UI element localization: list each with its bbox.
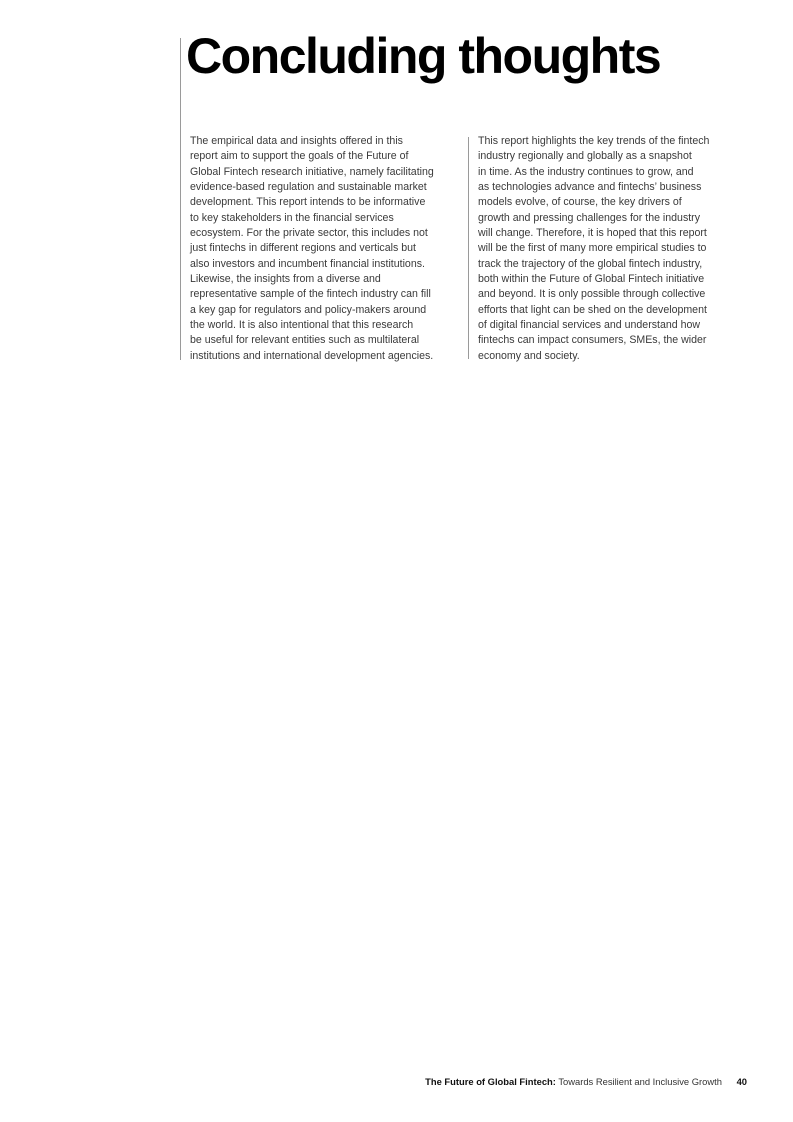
column-divider xyxy=(468,137,469,359)
text-line: a key gap for regulators and policy-makers around xyxy=(190,303,427,316)
text-line: industry regionally and globally as a snapshot xyxy=(478,150,692,163)
text-line: and beyond. It is only possible through collective xyxy=(478,288,706,301)
footer-subtitle: Towards Resilient and Inclusive Growth xyxy=(558,1076,722,1087)
text-line: models evolve, of course, the key drivers of xyxy=(478,196,682,209)
left-column xyxy=(190,134,462,364)
text-line: report aim to support the goals of the Future of xyxy=(190,150,409,163)
text-line: as technologies advance and fintechs’ business xyxy=(478,181,702,194)
text-line: track the trajectory of the global fintech industry, xyxy=(478,257,703,270)
text-line: This report highlights the key trends of the fintech xyxy=(478,135,710,147)
page-title: Concluding thoughts xyxy=(186,28,661,84)
text-line: of digital financial services and understand how xyxy=(478,319,701,332)
text-line: to key stakeholders in the financial services xyxy=(190,211,394,224)
text-line: just fintechs in different regions and verticals but xyxy=(190,242,416,255)
text-line: ecosystem. For the private sector, this includes not xyxy=(190,227,428,240)
text-line: institutions and international development agencies. xyxy=(190,349,434,362)
text-line: The empirical data and insights offered in this xyxy=(190,135,403,147)
text-line: fintechs can impact consumers, SMEs, the wider xyxy=(478,334,707,347)
text-line: in time. As the industry continues to grow, and xyxy=(478,165,694,178)
text-line: will change. Therefore, it is hoped that this report xyxy=(478,227,707,240)
footer-report-title: The Future of Global Fintech: xyxy=(425,1076,556,1087)
text-line: also investors and incumbent financial institutions. xyxy=(190,257,425,270)
text-line: evidence-based regulation and sustainable market xyxy=(190,181,427,194)
text-line: growth and pressing challenges for the industry xyxy=(478,211,701,224)
text-line: development. This report intends to be informative xyxy=(190,196,426,209)
text-line: representative sample of the fintech industry can fill xyxy=(190,288,431,301)
text-line: the world. It is also intentional that this research xyxy=(190,319,414,332)
text-line: be useful for relevant entities such as multilateral xyxy=(190,334,420,347)
text-line: Global Fintech research initiative, namely facilitating xyxy=(190,165,434,178)
left-paragraph xyxy=(190,134,462,364)
title-vertical-rule xyxy=(180,38,181,360)
text-line: will be the first of many more empirical studies to xyxy=(478,242,707,255)
page-footer xyxy=(425,1076,747,1087)
text-line: economy and society. xyxy=(478,349,580,362)
text-line: Likewise, the insights from a diverse and xyxy=(190,273,381,286)
right-column xyxy=(478,134,743,364)
text-line: both within the Future of Global Fintech initiative xyxy=(478,273,705,286)
text-line: efforts that light can be shed on the development xyxy=(478,303,707,316)
page-number: 40 xyxy=(736,1076,747,1087)
right-paragraph xyxy=(478,134,743,364)
